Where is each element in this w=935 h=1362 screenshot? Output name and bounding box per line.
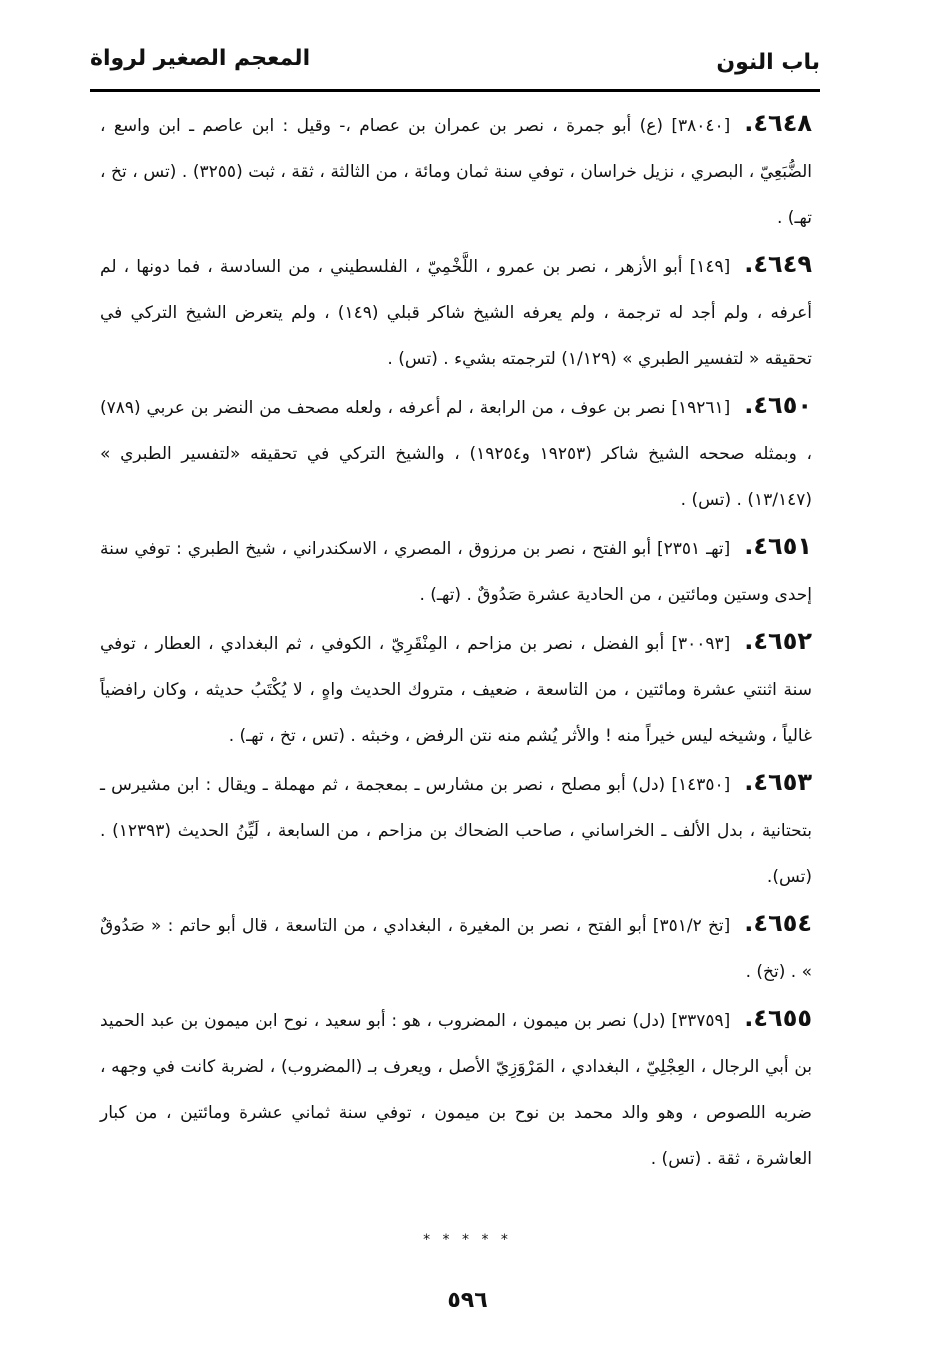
entry-4651 (100, 523, 812, 618)
entry-4650 (100, 382, 812, 523)
entry-number: ٤٦٥٥. (744, 1004, 812, 1032)
entry-4655 (100, 995, 812, 1182)
entry-number: ٤٦٥٣. (744, 768, 812, 796)
entries-body (100, 100, 812, 1182)
entry-number: ٤٦٥٠. (744, 391, 812, 419)
entry-number: ٤٦٥٢. (744, 627, 812, 655)
entry-4652 (100, 618, 812, 759)
page-header (90, 40, 820, 92)
entry-text: [تهـ ٢٣٥١] أبو الفتح ، نصر بن مرزوق ، المصري ، الاسكندراني ، شيخ الطبري : توفي سنة إحدى وستين ومائتين ، من الحادية عشرة صَدُوقٌ . (تهـ) . (100, 539, 812, 605)
entry-text: [١٤٣٥٠] (دل) أبو مصلح ، نصر بن مشارس ـ بمعجمة ، ثم مهملة ـ ويقال : ابن مشيرس ـ بتحتانية ، بدل الألف ـ الخراساني ، صاحب الضحاك بن مزاحم ، من السابعة ، لَيِّنُ الحديث (١٢٣٩٣) . (تس). (100, 775, 812, 887)
entry-text: [٣٨٠٤٠] (ع) أبو جمرة ، نصر بن عمران بن عصام ،- وقيل : ابن عاصم ـ ابن واسع ، الضُّبَعِيّ ، البصري ، نزيل خراسان ، توفي سنة ثمان ومائة ، من الثالثة ، ثقة ، ثبت (٣٢٥٥) . (تس ، تخ ، تهـ) . (100, 116, 812, 228)
page-number: ٥٩٦ (447, 1288, 488, 1313)
entry-4648 (100, 100, 812, 241)
entry-number: ٤٦٥٤. (744, 909, 813, 937)
entry-number: ٤٦٤٩. (744, 250, 812, 278)
section-separator: * * * * * (423, 1232, 512, 1248)
entry-text: [٣٠٠٩٣] أبو الفضل ، نصر بن مزاحم ، المِنْقَرِيّ ، الكوفي ، ثم البغدادي ، العطار ، توفي سنة اثنتي عشرة ومائتين ، من التاسعة ، ضعيف ، متروك الحديث واهٍ ، لا يُكْتَبُ حديثه ، وكان رافضياً غالياً ، وشيخه ليس خيراً منه ! والأثر يُشم منه نتن الرفض ، وخبثه . (تس ، تخ ، تهـ) . (100, 634, 812, 746)
entry-4649 (100, 241, 812, 382)
header-rule (90, 89, 820, 92)
entry-text: [٣٣٧٥٩] (دل) نصر بن ميمون ، المضروب ، هو : أبو سعيد ، نوح ابن ميمون بن عبد الحميد بن أبي الرجال ، العِجْلِيّ ، البغدادي ، المَرْوَزِيّ الأصل ، ويعرف بـ (المضروب) ، لضربة كانت في وجهه ، ضربه اللصوص ، وهو والد محمد بن نوح بن ميمون ، توفي سنة ثماني عشرة ومائتين ، من كبار العاشرة ، ثقة . (تس) . (100, 1011, 812, 1169)
entry-4654 (100, 900, 812, 995)
entry-text: [١٩٢٦١] نصر بن عوف ، من الرابعة ، لم أعرفه ، ولعله مصحف من النضر بن عربي (٧٨٩) ، وبمثله صححه الشيخ شاكر (١٩٢٥٣ و١٩٢٥٤) ، والشيخ التركي في تحقيقه «لتفسير الطبري » (١٣/١٤٧) . (تس) . (100, 398, 812, 510)
entry-text: [١٤٩] أبو الأزهر ، نصر بن عمرو ، اللَّخْمِيّ ، الفلسطيني ، من السادسة ، فما دونها ، لم أعرفه ، ولم أجد له ترجمة ، ولم يعرفه الشيخ شاكر قبلي (١٤٩) ، ولم يتعرض الشيخ التركي في تحقيقه « لتفسير الطبري » (١/١٢٩) لترجمته بشيء . (تس) . (100, 257, 812, 369)
entry-text: [تخ ٣٥١/٢] أبو الفتح ، نصر بن المغيرة ، البغدادي ، من التاسعة ، قال أبو حاتم : « صَدُوقٌ » . (تخ) . (100, 916, 812, 982)
entry-number: ٤٦٥١. (744, 532, 812, 560)
entry-number: ٤٦٤٨. (744, 109, 812, 137)
book-title: المعجم الصغير لرواة (90, 46, 311, 71)
entry-4653 (100, 759, 812, 900)
chapter-title: باب النون (716, 50, 820, 75)
